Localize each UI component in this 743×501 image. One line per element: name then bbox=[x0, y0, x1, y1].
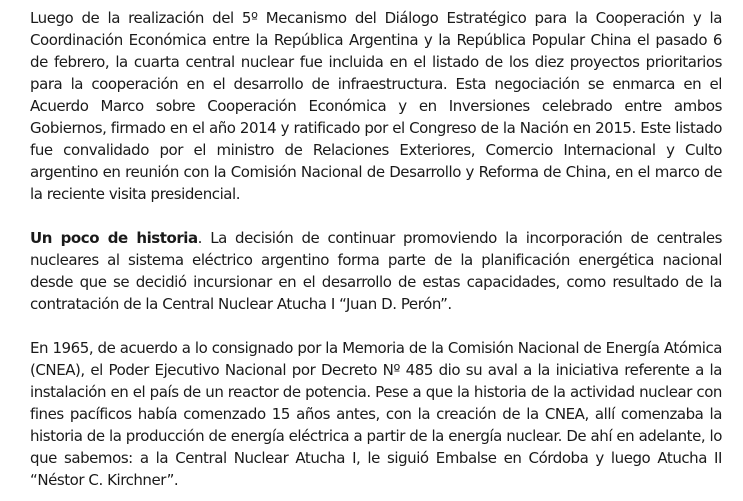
section-title: Un poco de historia bbox=[30, 229, 198, 247]
paragraph-history-1965: En 1965, de acuerdo a lo consignado por la Memoria de la Comisión Nacional de Energía Atómica (CNEA), el Poder Ejecutivo Nacional por Decreto Nº 485 dio su aval a la iniciativa referente a la instalación en el país de un reactor de potencia. Pese a que la historia de la actividad nuclear con fines pacíficos había comenzado 15 años antes, con la creación de la CNEA, allí comenzaba la historia de la producción de energía eléctrica a partir de la energía nuclear. De ahí en adelante, lo que sabemos: a la Central Nuclear Atucha I, le siguió Embalse en Córdoba y luego Atucha II “Néstor C. Kirchner”. bbox=[30, 339, 722, 489]
paragraph-history-intro bbox=[30, 227, 722, 315]
paragraph-diplomatic-context: Luego de la realización del 5º Mecanismo del Diálogo Estratégico para la Cooperación y la Coordinación Económica entre la República Argentina y la República Popular China el pasado 6 de febrero, la cuarta central nuclear fue incluida en el listado de los diez proyectos prioritarios para la cooperación en el desarrollo de infraestructura. Esta negociación se enmarca en el Acuerdo Marco sobre Cooperación Económica y en Inversiones celebrado entre ambos Gobiernos, firmado en el año 2014 y ratificado por el Congreso de la Nación en 2015. Este listado fue convalidado por el ministro de Relaciones Exteriores, Comercio Internacional y Culto argentino en reunión con la Comisión Nacional de Desarrollo y Reforma de China, en el marco de la reciente visita presidencial. bbox=[30, 9, 722, 203]
document-body bbox=[30, 7, 722, 491]
paragraph-history-body: . La decisión de continuar promoviendo la incorporación de centrales nucleares al sistema eléctrico argentino forma parte de la planificación energética nacional desde que se decidió incursionar en el desarrollo de estas capacidades, como resultado de la contratación de la Central Nuclear Atucha I “Juan D. Perón”. bbox=[30, 229, 722, 313]
